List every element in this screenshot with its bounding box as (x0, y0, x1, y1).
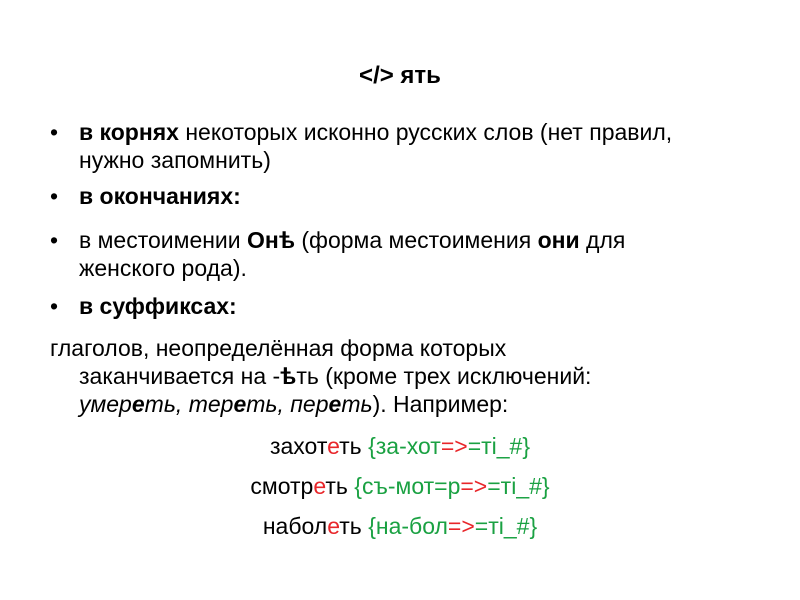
exceptions-list: умереть, тереть, переть (79, 391, 373, 417)
bullet-bold: в суффиксах: (79, 293, 237, 319)
bullet-text: некоторых исконно русских слов (нет правил, нужно запомнить) (79, 119, 673, 173)
bullet-item-roots (50, 118, 700, 174)
bullet-item-suffixes (50, 292, 700, 320)
verb-paragraph: глаголов, неопределённая форма которых заканчивается на -ѣть (кроме трех исключений: умереть, тереть, переть). Например: (50, 335, 592, 417)
bullet-bold: в корнях (79, 119, 179, 145)
slide-title: </> ять (359, 62, 441, 89)
bullet-item-pronoun: • в местоимении Онѣ (форма местоимения они для женского рода). (50, 227, 626, 281)
bullet-icon: • (50, 119, 59, 145)
pronoun-form: Онѣ (247, 227, 295, 253)
bullet-item-endings (50, 182, 700, 210)
bullet-icon: • (50, 183, 59, 209)
pronoun-base: они (537, 227, 580, 253)
example-line: смотреть {съ-мот=р=>=ті_#} (250, 473, 550, 499)
example-line: наболеть {на-бол=>=ті_#} (262, 513, 538, 539)
bullet-icon: • (50, 227, 59, 253)
bullet-icon: • (50, 293, 59, 319)
bullet-bold: в окончаниях: (79, 183, 241, 209)
example-line: захотеть {за-хот=>=ті_#} (269, 433, 531, 459)
